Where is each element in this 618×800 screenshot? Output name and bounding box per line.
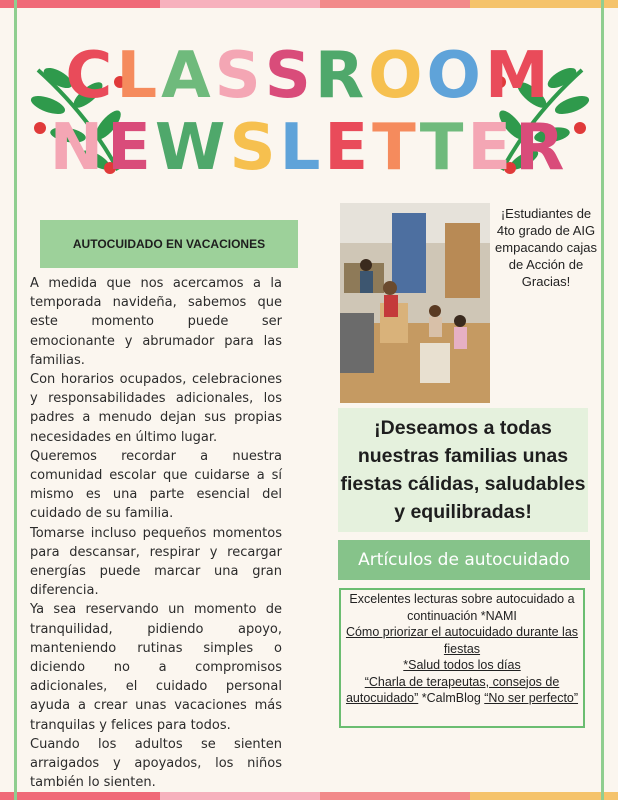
articles-links-box xyxy=(339,588,585,728)
classroom-photo xyxy=(340,203,490,403)
title-letter: E xyxy=(324,111,373,185)
title-letter: T xyxy=(419,111,468,185)
paragraph: Cuando los adultos se sienten arraigados y apoyados, los niños también lo sienten. xyxy=(30,736,282,791)
title-letter: N xyxy=(49,111,108,185)
bottom-color-border xyxy=(0,792,618,800)
holiday-wish xyxy=(338,408,588,532)
title-line-classroom xyxy=(0,40,618,112)
title-letter: O xyxy=(426,39,485,113)
title-letter: L xyxy=(116,39,162,113)
newsletter-title xyxy=(0,40,618,184)
title-letter: C xyxy=(65,39,117,113)
paragraph: Ya sea reservando un momento de tranquilidad, pidiendo apoyo, manteniendo rutinas simples o diciendo no a compromisos adicionales, el cuidado personal ayuda a crear unas vacaciones más tranquilas y felices para todos. xyxy=(30,602,282,733)
paragraph: Tomarse incluso pequeños momentos para descansar, respirar y recargar energías puede marcar una gran diferencia. xyxy=(30,525,282,599)
title-letter: S xyxy=(214,39,265,113)
photo-caption: ¡Estudiantes de 4to grado de AIG empacando cajas de Acción de Gracias! xyxy=(495,206,597,289)
article-link-therapists[interactable]: “Charla de terapeutas, consejos de autocuidado” xyxy=(345,674,560,705)
paragraph: Con horarios ocupados, celebraciones y responsabilidades adicionales, los padres a menudo dejan sus propias necesidades en último lugar. xyxy=(30,372,282,445)
title-line-newsletter xyxy=(0,112,618,184)
holiday-wish-text: ¡Deseamos a todas nuestras familias unas fiestas cálidas, saludables y equilibradas! xyxy=(340,417,586,523)
paragraph: Queremos recordar a nuestra comunidad escolar que cuidarse a sí mismo es una parte esencial del cuidado de su familia. xyxy=(30,448,282,522)
title-letter: W xyxy=(154,111,230,185)
paragraph: A medida que nos acercamos a la temporada navideña, sabemos que este momento puede ser emocionante y abrumador para las familias. xyxy=(30,276,282,368)
title-letter: T xyxy=(372,111,420,185)
title-letter: E xyxy=(107,111,155,185)
title-letter: O xyxy=(368,39,427,113)
top-color-border xyxy=(0,0,618,8)
title-letter: S xyxy=(264,39,315,113)
article-link-not-perfect[interactable]: “No ser perfecto” xyxy=(484,691,579,705)
article-link-daily-health[interactable]: *Salud todos los días xyxy=(403,658,521,672)
calmblog-label: *CalmBlog xyxy=(418,691,485,705)
title-letter: M xyxy=(484,39,553,113)
title-letter: R xyxy=(314,39,369,113)
articles-banner: Artículos de autocuidado xyxy=(338,540,590,580)
article-link-holidays[interactable]: Cómo priorizar el autocuidado durante las fiestas xyxy=(345,625,579,656)
title-letter: L xyxy=(279,111,325,185)
article-body xyxy=(30,274,282,792)
students-packing-photo-icon xyxy=(340,203,490,403)
title-letter: E xyxy=(467,111,516,185)
title-letter: A xyxy=(161,39,215,113)
articles-intro: Excelentes lecturas sobre autocuidado a continuación *NAMI xyxy=(349,592,575,623)
title-letter: R xyxy=(515,111,569,185)
title-letter: S xyxy=(229,111,280,185)
section-heading: AUTOCUIDADO EN VACACIONES xyxy=(40,220,298,268)
